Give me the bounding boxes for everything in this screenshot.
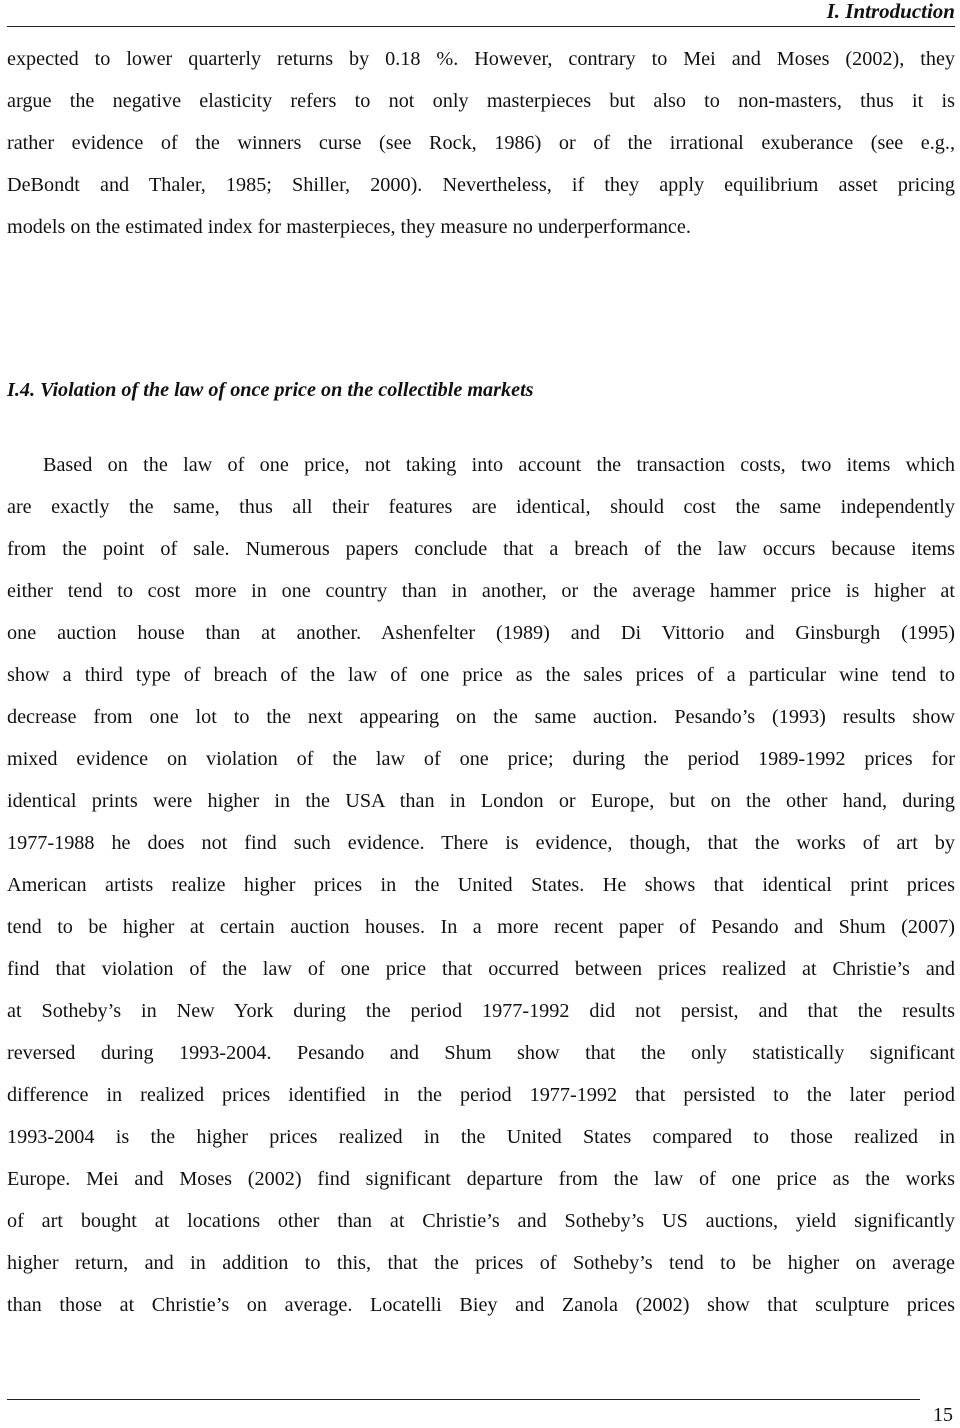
text-line: decrease from one lot to the next appearing on the same auction. Pesando’s (1993) results show bbox=[7, 706, 955, 728]
text-line: one auction house than at another. Ashenfelter (1989) and Di Vittorio and Ginsburgh (1995) bbox=[7, 622, 955, 644]
text-line: American artists realize higher prices in the United States. He shows that identical print prices bbox=[7, 874, 955, 896]
section-heading: I.4. Violation of the law of once price on the collectible markets bbox=[7, 379, 534, 401]
text-line: at Sotheby’s in New York during the period 1977-1992 did not persist, and that the results bbox=[7, 1000, 955, 1022]
text-line: rather evidence of the winners curse (see Rock, 1986) or of the irrational exuberance (see e.g., bbox=[7, 132, 955, 154]
text-line: Europe. Mei and Moses (2002) find significant departure from the law of one price as the works bbox=[7, 1168, 955, 1190]
text-line: reversed during 1993-2004. Pesando and Shum show that the only statistically significant bbox=[7, 1042, 955, 1064]
text-line: 1977-1988 he does not find such evidence. There is evidence, though, that the works of art by bbox=[7, 832, 955, 854]
running-head: I. Introduction bbox=[7, 0, 955, 27]
footer-rule bbox=[7, 1399, 920, 1400]
text-line: difference in realized prices identified in the period 1977-1992 that persisted to the later period bbox=[7, 1084, 955, 1106]
text-line: models on the estimated index for masterpieces, they measure no underperformance. bbox=[7, 216, 691, 238]
page-number: 15 bbox=[933, 1404, 953, 1426]
text-line: identical prints were higher in the USA than in London or Europe, but on the other hand, during bbox=[7, 790, 955, 812]
text-line: 1993-2004 is the higher prices realized in the United States compared to those realized in bbox=[7, 1126, 955, 1148]
text-line: than those at Christie’s on average. Locatelli Biey and Zanola (2002) show that sculpture prices bbox=[7, 1294, 955, 1316]
paragraph-2 bbox=[7, 444, 955, 1326]
text-line: either tend to cost more in one country than in another, or the average hammer price is higher at bbox=[7, 580, 955, 602]
text-line: DeBondt and Thaler, 1985; Shiller, 2000). Nevertheless, if they apply equilibrium asset pricing bbox=[7, 174, 955, 196]
text-line: Based on the law of one price, not taking into account the transaction costs, two items which bbox=[43, 454, 955, 476]
text-line: mixed evidence on violation of the law of one price; during the period 1989-1992 prices for bbox=[7, 748, 955, 770]
text-line: from the point of sale. Numerous papers conclude that a breach of the law occurs because items bbox=[7, 538, 955, 560]
text-line: are exactly the same, thus all their features are identical, should cost the same independently bbox=[7, 496, 955, 518]
paragraph-1 bbox=[7, 38, 955, 248]
text-line: argue the negative elasticity refers to not only masterpieces but also to non-masters, thus it is bbox=[7, 90, 955, 112]
text-line: of art bought at locations other than at Christie’s and Sotheby’s US auctions, yield significantly bbox=[7, 1210, 955, 1232]
text-line: show a third type of breach of the law of one price as the sales prices of a particular wine tend to bbox=[7, 664, 955, 686]
text-line: higher return, and in addition to this, that the prices of Sotheby’s tend to be higher on average bbox=[7, 1252, 955, 1274]
text-line: find that violation of the law of one price that occurred between prices realized at Christie’s and bbox=[7, 958, 955, 980]
text-line: expected to lower quarterly returns by 0.18 %. However, contrary to Mei and Moses (2002), they bbox=[7, 48, 955, 70]
text-line: tend to be higher at certain auction houses. In a more recent paper of Pesando and Shum (2007) bbox=[7, 916, 955, 938]
